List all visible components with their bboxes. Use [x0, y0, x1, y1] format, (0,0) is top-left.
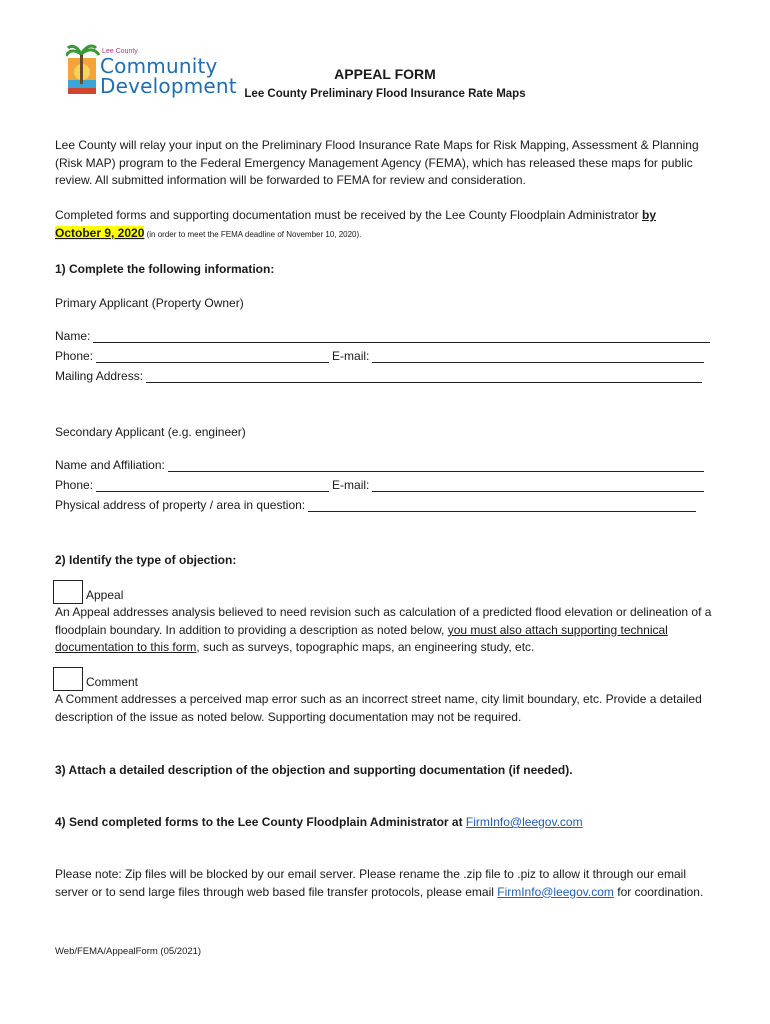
- phone-field[interactable]: [96, 350, 329, 363]
- appeal-text-underlined: you must also attach supporting technical documentation to this form: [55, 622, 668, 654]
- appeal-description: [55, 604, 720, 657]
- physical-address-field[interactable]: [308, 499, 696, 512]
- deadline-note: (in order to meet the FEMA deadline of November 10, 2020).: [144, 229, 362, 239]
- name-affiliation-field[interactable]: [168, 459, 704, 472]
- footer-text: Web/FEMA/AppealForm (05/2021): [55, 946, 202, 957]
- appeal-text-1: An Appeal addresses analysis believed to need revision such as calculation of a predicted flood elevation or delineation of a floodplain boundary. In addition to providing a description as noted below,: [55, 605, 712, 637]
- primary-applicant-label: Primary Applicant (Property Owner): [55, 296, 244, 310]
- phone-label: Phone:: [55, 349, 94, 363]
- form-subtitle: Lee County Preliminary Flood Insurance Rate Maps: [244, 88, 526, 100]
- phone-email-row: [55, 346, 707, 363]
- appeal-checkbox[interactable]: [53, 580, 83, 604]
- email-label-2: E-mail:: [332, 478, 370, 492]
- phone-email-row-2: [55, 475, 707, 492]
- logo-word-community: Community: [100, 54, 218, 78]
- form-title: APPEAL FORM: [334, 66, 436, 82]
- physical-address-label: Physical address of property / area in question:: [55, 498, 306, 512]
- deadline-by: by: [642, 208, 657, 222]
- deadline-text: Completed forms and supporting documentation must be received by the Lee County Floodplain Administrator: [55, 208, 642, 222]
- comment-description: A Comment addresses a perceived map error such as an incorrect street name, city limit boundary, etc. Provide a detailed description of the issue as noted below. Supporting documentation may not be required.: [55, 692, 702, 724]
- logo-word-development: Development: [100, 74, 237, 98]
- email-field[interactable]: [372, 350, 704, 363]
- section-4-heading: 4) Send completed forms to the Lee County Floodplain Administrator at: [55, 815, 466, 829]
- intro-paragraph: Lee County will relay your input on the Preliminary Flood Insurance Rate Maps for Risk Mapping, Assessment & Planning (Risk MAP) program to the Federal Emergency Management Agency (FEMA), which has released these maps for public review. All submitted information will be forwarded to FEMA for review and consideration.: [55, 138, 699, 187]
- name-field[interactable]: [93, 330, 710, 343]
- section-4-heading-row: [55, 814, 720, 832]
- name-field-row: [55, 326, 713, 343]
- mailing-address-row: [55, 366, 705, 383]
- physical-address-row: [55, 495, 699, 512]
- note-text-2: for coordination.: [613, 884, 704, 899]
- name-affiliation-label: Name and Affiliation:: [55, 458, 165, 472]
- section-2-heading: 2) Identify the type of objection:: [55, 553, 237, 567]
- email-field-2[interactable]: [372, 479, 704, 492]
- section-1-heading: 1) Complete the following information:: [55, 262, 275, 276]
- deadline-paragraph: [55, 207, 720, 243]
- mailing-address-label: Mailing Address:: [55, 369, 144, 383]
- name-label: Name:: [55, 329, 91, 343]
- secondary-applicant-label: Secondary Applicant (e.g. engineer): [55, 425, 246, 439]
- phone-label-2: Phone:: [55, 478, 94, 492]
- appeal-label: Appeal: [86, 588, 124, 602]
- email-label: E-mail:: [332, 349, 370, 363]
- phone-field-2[interactable]: [96, 479, 329, 492]
- comment-checkbox[interactable]: [53, 667, 83, 691]
- comment-label: Comment: [86, 675, 139, 689]
- mailing-address-field[interactable]: [146, 370, 702, 383]
- email-link[interactable]: FirmInfo@leegov.com: [465, 815, 583, 829]
- note-email-link[interactable]: FirmInfo@leegov.com: [497, 884, 614, 899]
- section-3-heading: 3) Attach a detailed description of the objection and supporting documentation (if needed).: [55, 763, 573, 777]
- name-affiliation-row: [55, 455, 707, 472]
- note-paragraph: [55, 866, 720, 901]
- note-text-1: Please note: Zip files will be blocked by our email server. Please rename the .zip file to .piz to allow it through our email server or to send large files through web based file transfer protocols, please email: [55, 867, 686, 899]
- appeal-text-2: , such as surveys, topographic maps, an engineering study, etc.: [196, 640, 535, 654]
- logo-small-text: Lee County: [102, 48, 138, 55]
- deadline-date: October 9, 2020: [55, 225, 145, 240]
